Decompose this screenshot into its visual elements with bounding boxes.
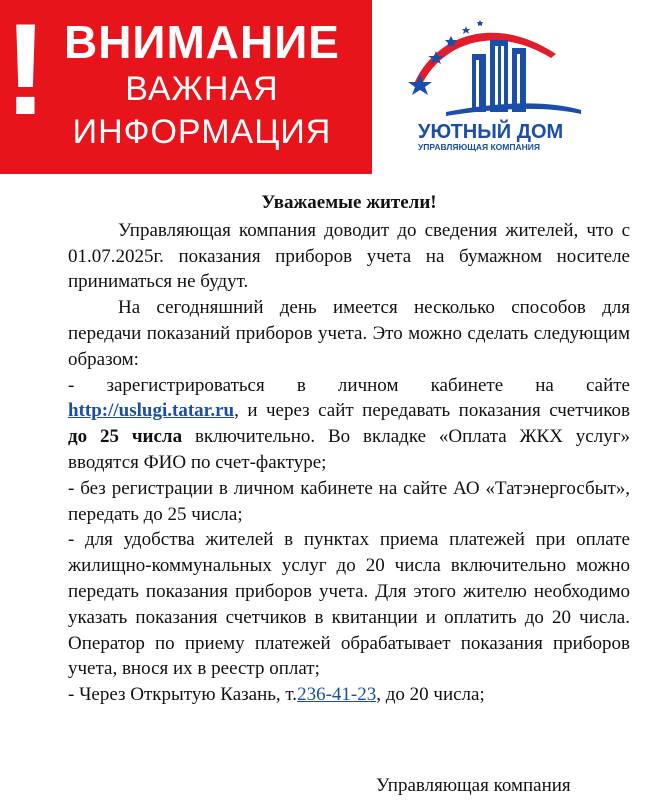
method-item-open-kazan-suffix: , до 20 числа; — [376, 684, 485, 706]
notice-intro: Управляющая компания доводит до сведения жителей, что с 01.07.2025г. показания приборов учета на бумажном носителе приниматься не будут. — [68, 219, 630, 293]
logo-company-subtitle: УПРАВЛЯЮЩАЯ КОМПАНИЯ — [418, 142, 540, 152]
method-item-website-suffix: включительно. Во вкладке «Оплата ЖКХ услуг» вводятся ФИО по счет-фактуре; — [68, 426, 630, 473]
method-item-website-prefix: - зарегистрироваться в личном кабинете на сайте — [68, 374, 630, 396]
notice-body — [68, 190, 630, 708]
method-item-website-deadline: до 25 числа — [68, 426, 183, 448]
method-item-website-middle: , и через сайт передавать показания счетчиков — [234, 400, 630, 422]
banner-subtitle-line1: ВАЖНАЯ — [125, 70, 279, 108]
company-logo — [406, 14, 586, 159]
building-with-stars-logo-icon — [406, 14, 586, 124]
method-item-tatenergosbyt: - без регистрации в личном кабинете на сайте АО «Татэнергосбыт», передать до 25 числа; — [68, 477, 630, 525]
method-item-payment-points: - для удобства жителей в пунктах приема платежей при оплате жилищно-коммунальных услуг до 20 числа включительно можно передать показания приборов учета. Для этого жителю необходимо указать показания счетчиков в квитанции и оплатить до 20 числа. Оператор по приему платежей обрабатывает показания приборов учета, внося их в реестр оплат; — [68, 529, 630, 680]
logo-company-name: УЮТНЫЙ ДОМ — [418, 121, 564, 143]
method-item-open-kazan — [68, 682, 630, 708]
uslugi-tatar-link[interactable]: http://uslugi.tatar.ru — [68, 400, 235, 422]
banner-subtitle-line2: ИНФОРМАЦИЯ — [72, 113, 332, 151]
attention-banner — [0, 0, 372, 174]
phone-link[interactable]: 236-41-23 — [297, 684, 377, 706]
exclamation-mark-icon: ! — [4, 0, 48, 142]
notice-greeting: Уважаемые жители! — [261, 192, 437, 213]
method-item-website — [68, 373, 630, 476]
notice-methods-intro: На сегодняшний день имеется несколько способов для передачи показаний приборов учета. Это можно сделать следующим образом: — [68, 297, 630, 370]
notice-signature: Управляющая компания — [376, 775, 571, 796]
banner-title: ВНИМАНИЕ — [63, 16, 340, 68]
method-item-open-kazan-prefix: - Через Открытую Казань, т. — [68, 684, 298, 706]
